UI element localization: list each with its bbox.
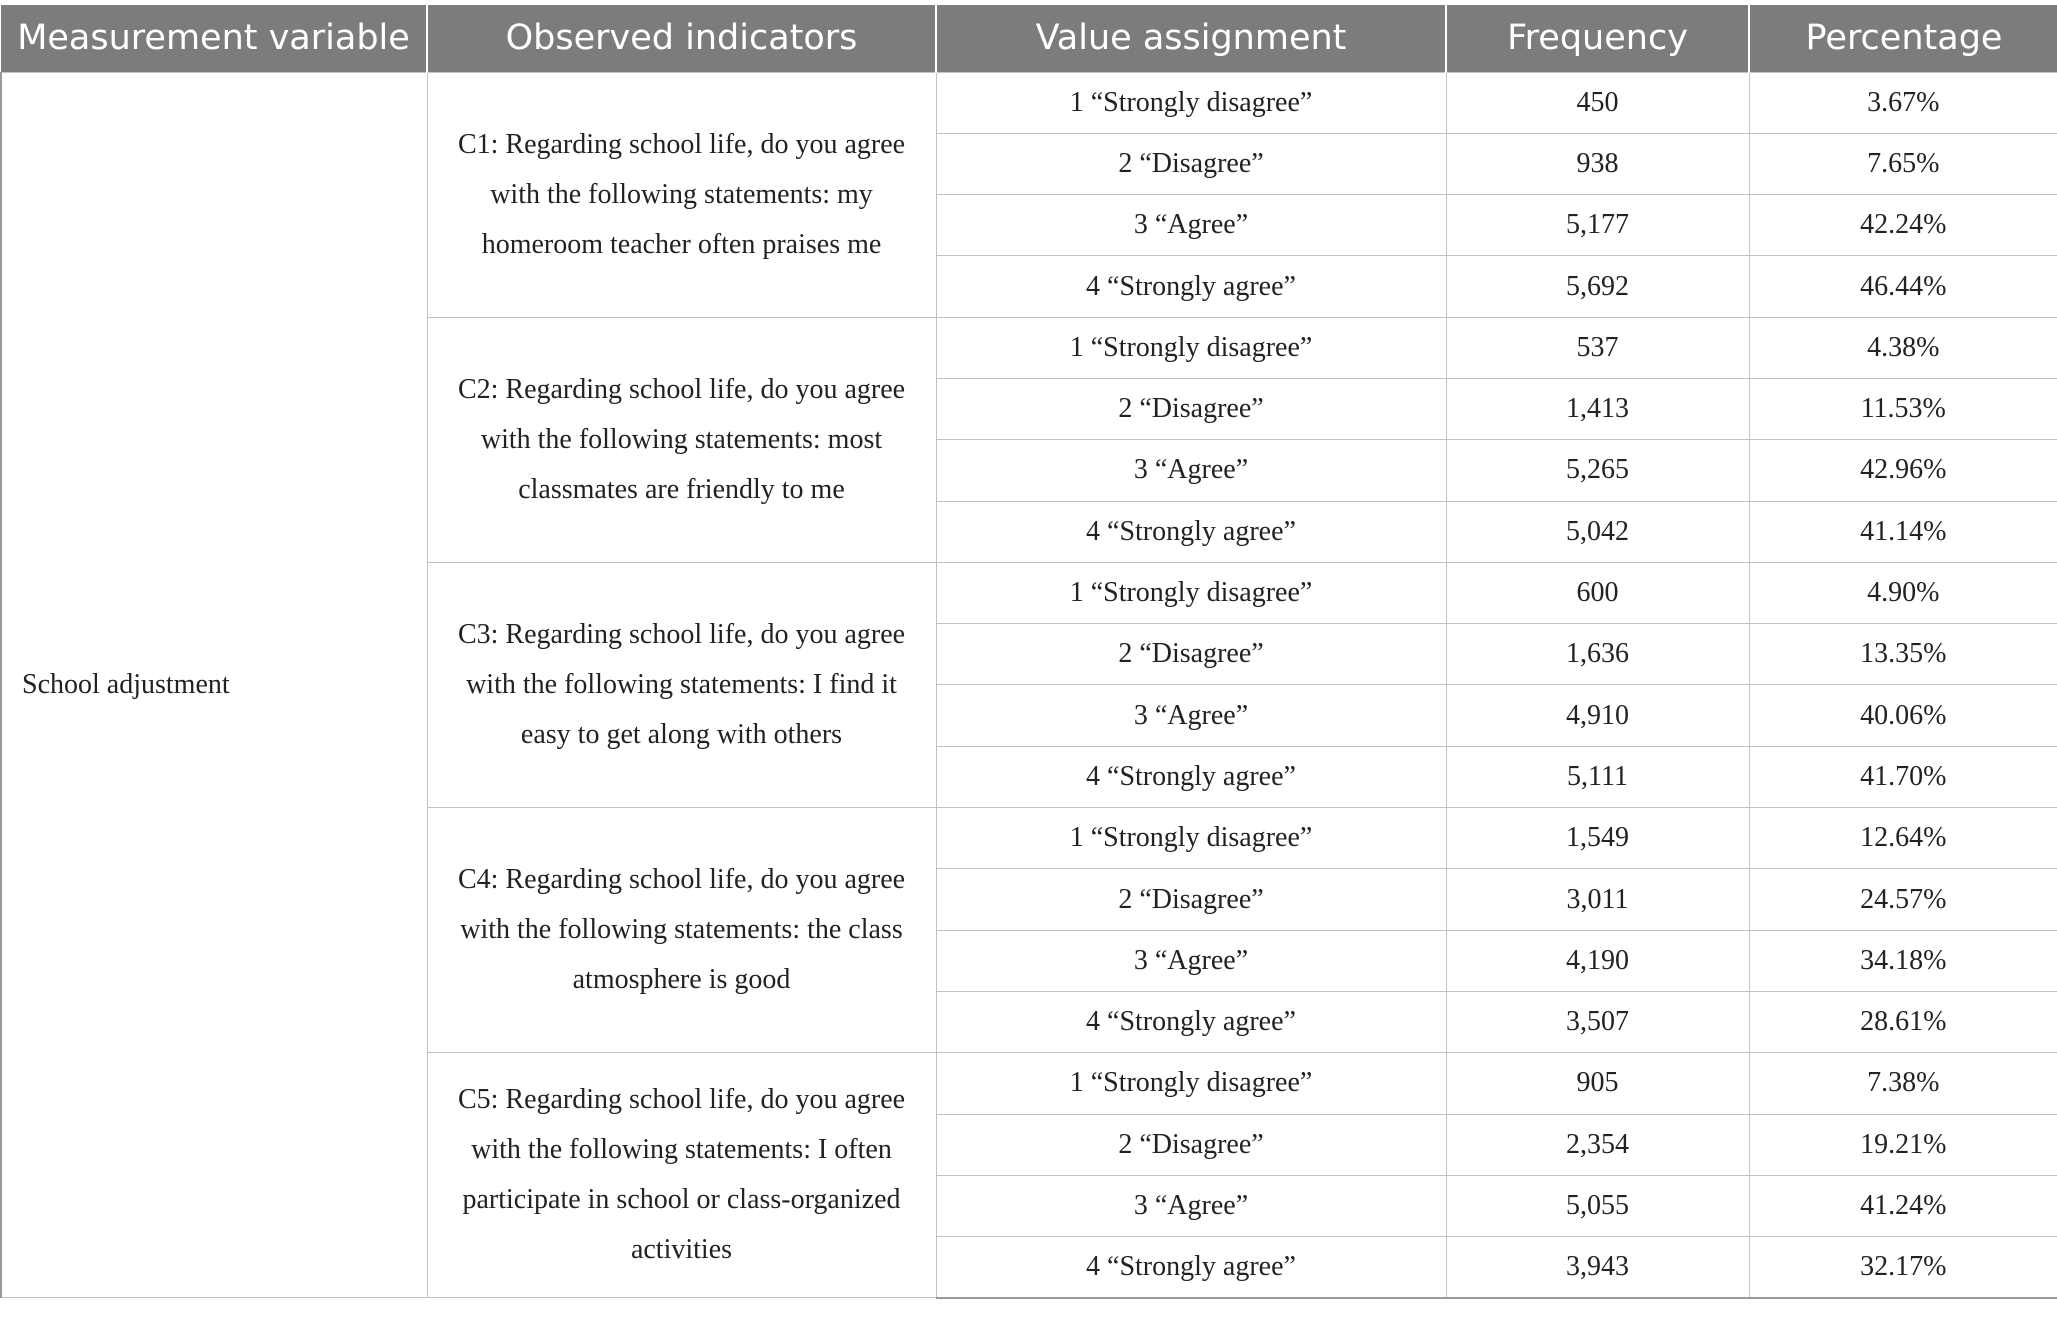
percentage-cell: 7.65% [1749, 133, 2057, 194]
percentage-cell: 13.35% [1749, 624, 2057, 685]
frequency-cell: 3,943 [1446, 1237, 1749, 1298]
header-row [1, 5, 2057, 72]
frequency-cell: 5,265 [1446, 440, 1749, 501]
observed-indicator-cell: C5: Regarding school life, do you agree with the following statements: I often participate in school or class-organized activities [427, 1053, 936, 1298]
percentage-cell: 11.53% [1749, 378, 2057, 439]
percentage-cell: 32.17% [1749, 1237, 2057, 1298]
table-body [1, 72, 2057, 1298]
frequency-table [0, 5, 2057, 1299]
frequency-cell: 938 [1446, 133, 1749, 194]
percentage-cell: 24.57% [1749, 869, 2057, 930]
frequency-cell: 4,190 [1446, 930, 1749, 991]
percentage-cell: 42.24% [1749, 195, 2057, 256]
percentage-cell: 19.21% [1749, 1114, 2057, 1175]
header-observed-indicators: Observed indicators [427, 5, 936, 72]
percentage-cell: 4.90% [1749, 562, 2057, 623]
value-assignment-cell: 1 “Strongly disagree” [936, 562, 1446, 623]
frequency-cell: 2,354 [1446, 1114, 1749, 1175]
value-assignment-cell: 4 “Strongly agree” [936, 991, 1446, 1052]
percentage-cell: 34.18% [1749, 930, 2057, 991]
value-assignment-cell: 4 “Strongly agree” [936, 501, 1446, 562]
table-header [1, 5, 2057, 72]
header-measurement-variable: Measurement variable [1, 5, 427, 72]
percentage-cell: 4.38% [1749, 317, 2057, 378]
value-assignment-cell: 3 “Agree” [936, 685, 1446, 746]
frequency-cell: 3,507 [1446, 991, 1749, 1052]
percentage-cell: 41.14% [1749, 501, 2057, 562]
frequency-cell: 537 [1446, 317, 1749, 378]
table-row [1, 72, 2057, 133]
measurement-variable-cell: School adjustment [1, 72, 427, 1298]
frequency-cell: 4,910 [1446, 685, 1749, 746]
value-assignment-cell: 1 “Strongly disagree” [936, 72, 1446, 133]
header-value-assignment: Value assignment [936, 5, 1446, 72]
header-frequency: Frequency [1446, 5, 1749, 72]
value-assignment-cell: 3 “Agree” [936, 195, 1446, 256]
value-assignment-cell: 2 “Disagree” [936, 869, 1446, 930]
frequency-cell: 1,549 [1446, 808, 1749, 869]
frequency-cell: 3,011 [1446, 869, 1749, 930]
value-assignment-cell: 1 “Strongly disagree” [936, 317, 1446, 378]
frequency-cell: 1,413 [1446, 378, 1749, 439]
value-assignment-cell: 1 “Strongly disagree” [936, 808, 1446, 869]
frequency-cell: 600 [1446, 562, 1749, 623]
frequency-cell: 5,042 [1446, 501, 1749, 562]
percentage-cell: 3.67% [1749, 72, 2057, 133]
frequency-cell: 905 [1446, 1053, 1749, 1114]
frequency-cell: 5,055 [1446, 1175, 1749, 1236]
header-percentage: Percentage [1749, 5, 2057, 72]
percentage-cell: 41.24% [1749, 1175, 2057, 1236]
percentage-cell: 40.06% [1749, 685, 2057, 746]
observed-indicator-cell: C2: Regarding school life, do you agree with the following statements: most classmates are friendly to me [427, 317, 936, 562]
value-assignment-cell: 3 “Agree” [936, 440, 1446, 501]
value-assignment-cell: 2 “Disagree” [936, 378, 1446, 439]
value-assignment-cell: 4 “Strongly agree” [936, 256, 1446, 317]
frequency-cell: 5,692 [1446, 256, 1749, 317]
observed-indicator-cell: C4: Regarding school life, do you agree with the following statements: the class atmosphere is good [427, 808, 936, 1053]
frequency-cell: 5,177 [1446, 195, 1749, 256]
percentage-cell: 12.64% [1749, 808, 2057, 869]
percentage-cell: 42.96% [1749, 440, 2057, 501]
value-assignment-cell: 2 “Disagree” [936, 1114, 1446, 1175]
value-assignment-cell: 3 “Agree” [936, 1175, 1446, 1236]
value-assignment-cell: 3 “Agree” [936, 930, 1446, 991]
value-assignment-cell: 1 “Strongly disagree” [936, 1053, 1446, 1114]
value-assignment-cell: 2 “Disagree” [936, 624, 1446, 685]
frequency-cell: 1,636 [1446, 624, 1749, 685]
percentage-cell: 7.38% [1749, 1053, 2057, 1114]
percentage-cell: 46.44% [1749, 256, 2057, 317]
value-assignment-cell: 4 “Strongly agree” [936, 1237, 1446, 1298]
value-assignment-cell: 4 “Strongly agree” [936, 746, 1446, 807]
value-assignment-cell: 2 “Disagree” [936, 133, 1446, 194]
frequency-cell: 5,111 [1446, 746, 1749, 807]
frequency-cell: 450 [1446, 72, 1749, 133]
percentage-cell: 41.70% [1749, 746, 2057, 807]
observed-indicator-cell: C1: Regarding school life, do you agree with the following statements: my homeroom teacher often praises me [427, 72, 936, 317]
observed-indicator-cell: C3: Regarding school life, do you agree with the following statements: I find it easy to get along with others [427, 562, 936, 807]
percentage-cell: 28.61% [1749, 991, 2057, 1052]
